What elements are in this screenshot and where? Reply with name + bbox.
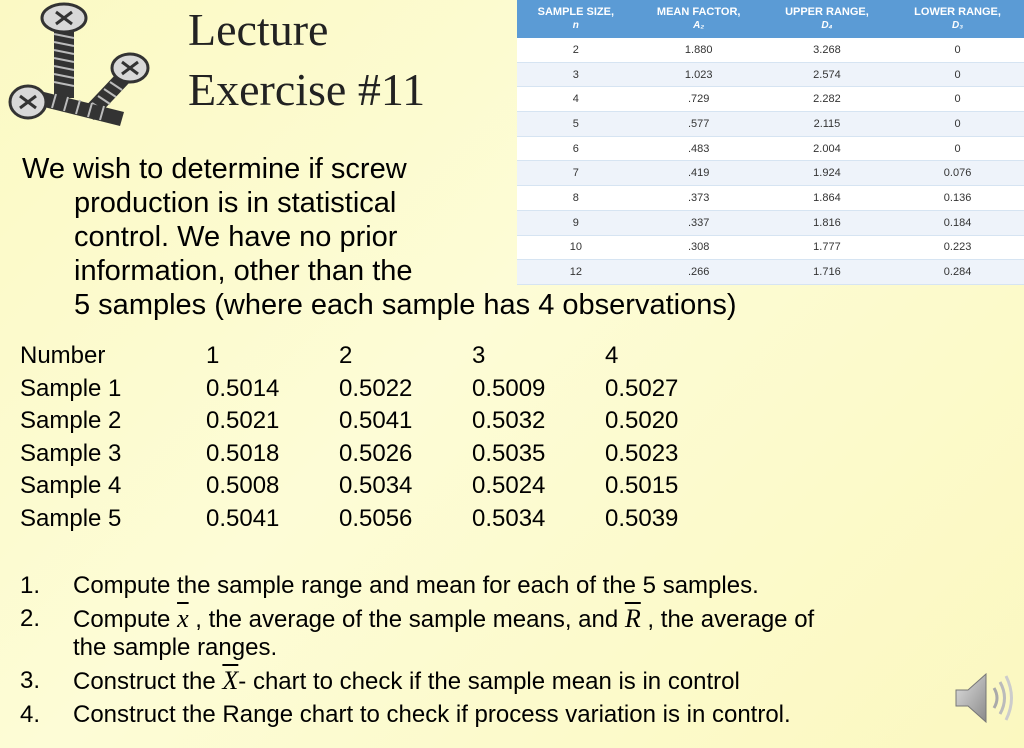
- cell: Sample 1: [20, 374, 122, 402]
- cell: 0.223: [891, 235, 1024, 260]
- cell: 2.282: [763, 87, 891, 112]
- intro-line: We wish to determine if screw: [22, 153, 407, 185]
- header-mean-factor: MEAN FACTOR, A₂: [635, 0, 763, 38]
- cell: 2.004: [763, 136, 891, 161]
- cell: 2: [339, 342, 353, 370]
- question-4: [20, 701, 980, 729]
- cell: 0.076: [891, 161, 1024, 186]
- question-text: , the average of: [640, 606, 815, 633]
- cell: 0.5020: [605, 407, 679, 435]
- title-line-1: Lecture: [188, 4, 329, 55]
- title-line-2: Exercise #11: [188, 64, 426, 115]
- cell: 0.184: [891, 210, 1024, 235]
- cell: 2.574: [763, 62, 891, 87]
- cell: Sample 2: [20, 407, 122, 435]
- question-list: [20, 572, 980, 734]
- cell: 0.5024: [472, 472, 546, 500]
- cell: Number: [20, 342, 106, 370]
- cell: .266: [635, 260, 763, 285]
- cell: 0: [891, 38, 1024, 62]
- cell: 1.880: [635, 38, 763, 62]
- cell: 0.136: [891, 186, 1024, 211]
- cell: .729: [635, 87, 763, 112]
- cell: 1.924: [763, 161, 891, 186]
- x-bar-symbol: $\overline{X}$: [222, 666, 239, 695]
- cell: 0.284: [891, 260, 1024, 285]
- screws-icon: [4, 2, 162, 138]
- intro-paragraph: [22, 152, 862, 322]
- cell: 1.716: [763, 260, 891, 285]
- intro-line: control. We have no prior: [74, 221, 398, 253]
- factors-header-row: [517, 0, 1024, 38]
- cell: 3.268: [763, 38, 891, 62]
- cell: 0.5039: [605, 504, 679, 532]
- header-lower-range: LOWER RANGE, D₃: [891, 0, 1024, 38]
- data-row: [20, 438, 738, 471]
- cell: 10: [517, 235, 635, 260]
- cell: 1: [206, 342, 220, 370]
- cell: 2: [517, 38, 635, 62]
- factors-row: [517, 38, 1024, 62]
- question-number: 2.: [20, 605, 41, 632]
- cell: 0.5014: [206, 374, 280, 402]
- cell: 0: [891, 62, 1024, 87]
- cell: 9: [517, 210, 635, 235]
- question-text: - chart to check if the sample mean is in control: [238, 668, 740, 695]
- factors-row: [517, 112, 1024, 137]
- cell: 1.023: [635, 62, 763, 87]
- cell: Sample 5: [20, 504, 122, 532]
- data-row: [20, 470, 738, 503]
- intro-line: 5 samples (where each sample has 4 observations): [74, 289, 737, 321]
- cell: 0.5009: [472, 374, 546, 402]
- question-text: , the average of the sample means, and: [188, 606, 625, 633]
- intro-line: information, other than the: [74, 255, 413, 287]
- cell: 0.5056: [339, 504, 413, 532]
- data-row: [20, 405, 738, 438]
- cell: 4: [517, 87, 635, 112]
- cell: 6: [517, 136, 635, 161]
- question-number: 3.: [20, 667, 41, 694]
- cell: 0.5022: [339, 374, 413, 402]
- cell: 0.5008: [206, 472, 280, 500]
- cell: 3: [472, 342, 486, 370]
- cell: .337: [635, 210, 763, 235]
- intro-line: production is in statistical: [74, 187, 397, 219]
- header-upper-range: UPPER RANGE, D₄: [763, 0, 891, 38]
- cell: 0.5034: [472, 504, 546, 532]
- cell: .483: [635, 136, 763, 161]
- speaker-icon[interactable]: [952, 668, 1016, 728]
- cell: 0.5015: [605, 472, 679, 500]
- cell: Sample 3: [20, 439, 122, 467]
- cell: 0.5035: [472, 439, 546, 467]
- cell: 8: [517, 186, 635, 211]
- cell: 12: [517, 260, 635, 285]
- data-row: [20, 503, 738, 536]
- cell: 1.816: [763, 210, 891, 235]
- cell: 0.5041: [206, 504, 280, 532]
- cell: 0.5026: [339, 439, 413, 467]
- header-sample-size: SAMPLE SIZE, n: [517, 0, 635, 38]
- question-2: [20, 605, 980, 662]
- cell: 5: [517, 112, 635, 137]
- lecture-title: [188, 0, 425, 120]
- factors-row: [517, 87, 1024, 112]
- cell: 0: [891, 87, 1024, 112]
- r-bar-symbol: $\overline{R}$: [624, 604, 641, 633]
- sample-data-table: [20, 340, 738, 535]
- cell: 0: [891, 136, 1024, 161]
- cell: 0.5018: [206, 439, 280, 467]
- question-text: Compute: [73, 606, 178, 633]
- cell: .373: [635, 186, 763, 211]
- cell: 7: [517, 161, 635, 186]
- question-text: the sample ranges.: [73, 634, 278, 661]
- cell: 0.5034: [339, 472, 413, 500]
- data-row: [20, 373, 738, 406]
- cell: 3: [517, 62, 635, 87]
- cell: 1.864: [763, 186, 891, 211]
- cell: 4: [605, 342, 619, 370]
- cell: 1.777: [763, 235, 891, 260]
- cell: 0.5041: [339, 407, 413, 435]
- cell: Sample 4: [20, 472, 122, 500]
- cell: 0.5032: [472, 407, 546, 435]
- question-text: Construct the: [73, 668, 223, 695]
- question-1: [20, 572, 980, 600]
- question-number: 1.: [20, 572, 41, 599]
- question-number: 4.: [20, 701, 41, 728]
- factors-row: [517, 62, 1024, 87]
- cell: .308: [635, 235, 763, 260]
- cell: 0.5023: [605, 439, 679, 467]
- question-text: Construct the Range chart to check if process variation is in control.: [73, 701, 791, 728]
- question-3: [20, 667, 980, 696]
- cell: .577: [635, 112, 763, 137]
- cell: 0.5021: [206, 407, 280, 435]
- data-header-row: [20, 340, 738, 373]
- cell: 0.5027: [605, 374, 679, 402]
- cell: 2.115: [763, 112, 891, 137]
- x-double-bar-symbol: $\overline{x}$: [177, 604, 189, 633]
- cell: .419: [635, 161, 763, 186]
- cell: 0: [891, 112, 1024, 137]
- question-text: Compute the sample range and mean for each of the 5 samples.: [73, 572, 759, 599]
